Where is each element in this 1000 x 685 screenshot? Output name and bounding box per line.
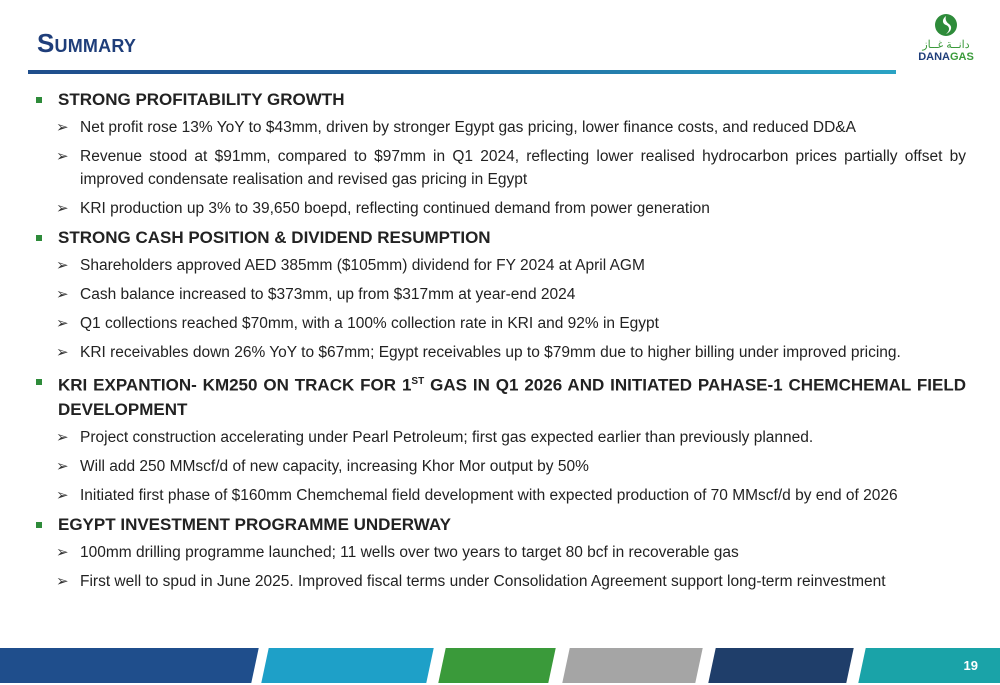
bullet-square-icon <box>36 379 42 385</box>
section-heading-text-part2: GAS IN Q1 2026 AND INITIATED PAHASE-1 CHEMCHEMAL FIELD DEVELOPMENT <box>58 375 966 419</box>
list-item-text: Project construction accelerating under Pearl Petroleum; first gas expected earlier than previously planned. <box>80 428 814 446</box>
title-underline <box>28 70 896 74</box>
arrow-bullet-icon: ➢ <box>56 119 69 136</box>
logo-dana: DANA <box>918 51 950 63</box>
footer-bar <box>261 648 433 683</box>
list-item-text: Revenue stood at $91mm, compared to $97mm in Q1 2024, reflecting lower realised hydrocarbon prices partially offset by improved condensate realisation and revised gas pricing in Egypt <box>80 148 966 188</box>
list-item-text: First well to spud in June 2025. Improved fiscal terms under Consolidation Agreement support long-term reinvestment <box>80 572 886 590</box>
section-heading <box>34 226 966 250</box>
list-item <box>34 197 966 220</box>
section-heading-text-part1: KRI EXPANTION- KM250 ON TRACK FOR 1 <box>58 375 412 395</box>
section-egypt-investment <box>34 513 966 593</box>
section-heading <box>34 88 966 112</box>
list-item-text: KRI production up 3% to 39,650 boepd, reflecting continued demand from power generation <box>80 200 710 217</box>
section-heading-superscript: ST <box>411 376 425 387</box>
footer-bar <box>438 648 555 683</box>
section-heading-text: STRONG PROFITABILITY GROWTH <box>58 90 345 109</box>
list-item <box>34 341 966 364</box>
arrow-bullet-icon: ➢ <box>56 286 69 303</box>
flame-drop-icon <box>934 12 958 38</box>
section-kri-expansion <box>34 370 966 507</box>
bullet-list <box>34 426 966 507</box>
list-item <box>34 426 966 449</box>
list-item <box>34 570 966 593</box>
footer-bar <box>708 648 853 683</box>
list-item <box>34 455 966 478</box>
arrow-bullet-icon: ➢ <box>56 315 69 332</box>
page-number: 19 <box>963 658 978 673</box>
list-item-text: KRI receivables down 26% YoY to $67mm; Egypt receivables up to $79mm due to higher billing under improved pricing. <box>80 344 901 361</box>
arrow-bullet-icon: ➢ <box>56 428 69 446</box>
section-heading-text: STRONG CASH POSITION & DIVIDEND RESUMPTION <box>58 228 491 247</box>
arrow-bullet-icon: ➢ <box>56 344 69 361</box>
bullet-square-icon <box>36 97 42 103</box>
arrow-bullet-icon: ➢ <box>56 486 69 504</box>
logo-arabic-text: دانــة غــاز <box>922 39 970 51</box>
list-item <box>34 541 966 564</box>
arrow-bullet-icon: ➢ <box>56 148 69 165</box>
list-item <box>34 484 966 507</box>
arrow-bullet-icon: ➢ <box>56 200 69 217</box>
arrow-bullet-icon: ➢ <box>56 543 69 561</box>
list-item <box>34 283 966 306</box>
list-item <box>34 116 966 139</box>
bullet-list <box>34 254 966 364</box>
section-heading <box>34 513 966 537</box>
bullet-list <box>34 541 966 593</box>
list-item-text: Net profit rose 13% YoY to $43mm, driven by stronger Egypt gas pricing, lower finance costs, and reduced DD&A <box>80 119 856 136</box>
section-profitability <box>34 88 966 220</box>
list-item <box>34 145 966 191</box>
arrow-bullet-icon: ➢ <box>56 457 69 475</box>
section-cash-position <box>34 226 966 364</box>
footer-color-bars <box>0 648 1000 685</box>
list-item-text: Shareholders approved AED 385mm ($105mm) dividend for FY 2024 at April AGM <box>80 257 645 274</box>
section-heading-text: EGYPT INVESTMENT PROGRAMME UNDERWAY <box>58 514 451 534</box>
bullet-square-icon <box>36 235 42 241</box>
logo-wordmark <box>910 51 982 63</box>
footer-bar <box>0 648 259 683</box>
slide-title: Summary <box>37 28 137 58</box>
list-item-text: Initiated first phase of $160mm Chemchemal field development with expected production of 70 MMscf/d by end of 2026 <box>80 486 898 504</box>
logo-gas: GAS <box>949 51 974 63</box>
list-item-text: Q1 collections reached $70mm, with a 100% collection rate in KRI and 92% in Egypt <box>80 315 659 332</box>
footer-bar <box>858 648 1000 683</box>
list-item <box>34 312 966 335</box>
bullet-square-icon <box>36 522 42 528</box>
dana-gas-logo <box>910 12 982 74</box>
list-item-text: Will add 250 MMscf/d of new capacity, increasing Khor Mor output by 50% <box>80 457 589 475</box>
list-item-text: 100mm drilling programme launched; 11 wells over two years to target 80 bcf in recoverable gas <box>80 543 739 561</box>
arrow-bullet-icon: ➢ <box>56 572 69 590</box>
footer-bar <box>562 648 702 683</box>
arrow-bullet-icon: ➢ <box>56 257 69 274</box>
section-heading <box>34 370 966 422</box>
summary-content <box>34 88 966 599</box>
list-item <box>34 254 966 277</box>
list-item-text: Cash balance increased to $373mm, up from $317mm at year-end 2024 <box>80 286 576 303</box>
bullet-list <box>34 116 966 220</box>
